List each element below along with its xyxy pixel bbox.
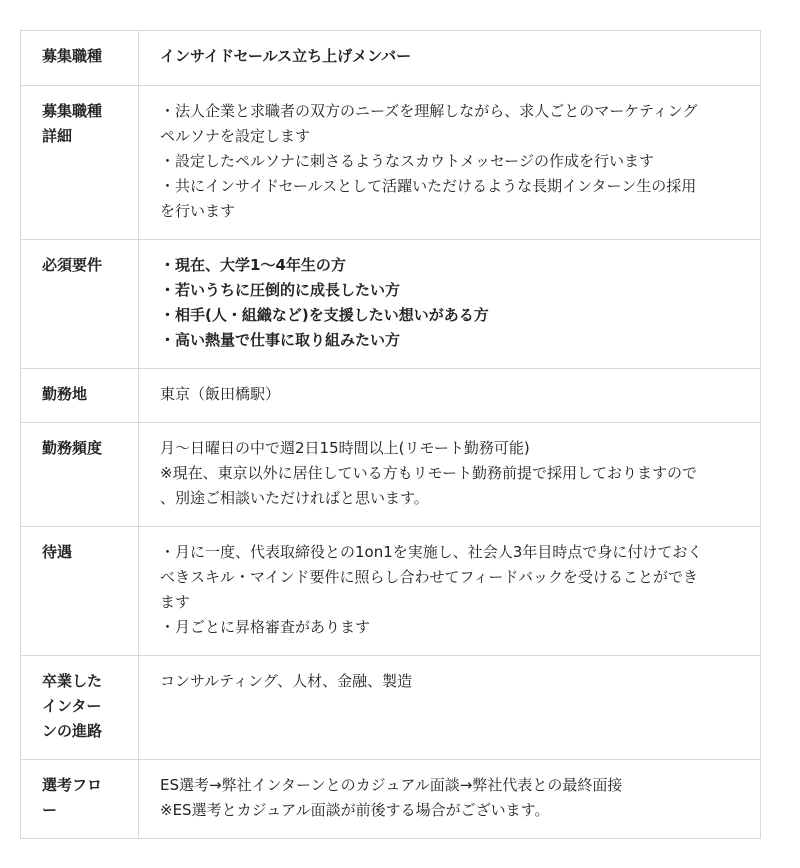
row-label-benefits: 待遇 — [21, 527, 139, 655]
row-label-job-detail: 募集職種 詳細 — [21, 86, 139, 239]
content-line: ます — [160, 593, 191, 611]
row-content-location — [139, 369, 760, 422]
content-line: 月〜日曜日の中で週2日15時間以上(リモート勤務可能) — [160, 439, 530, 457]
table-row-job-detail — [21, 86, 760, 240]
content-line: ・現在、大学1〜4年生の方 — [160, 256, 346, 274]
content-line: コンサルティング、人材、金融、製造 — [160, 672, 413, 690]
row-content-alumni-career — [139, 656, 760, 759]
row-content-job-title — [139, 31, 760, 85]
content-line: ・若いうちに圧倒的に成長したい方 — [160, 281, 401, 299]
content-line: ※ES選考とカジュアル面談が前後する場合がございます。 — [160, 801, 550, 819]
row-label-location: 勤務地 — [21, 369, 139, 422]
row-label-requirements: 必須要件 — [21, 240, 139, 368]
content-line: ・月ごとに昇格審査があります — [160, 618, 371, 636]
table-row-frequency — [21, 423, 760, 527]
content-line: ・設定したペルソナに刺さるようなスカウトメッセージの作成を行います — [160, 152, 654, 170]
table-row-benefits — [21, 527, 760, 656]
row-label-selection-flow: 選考フロ ー — [21, 760, 139, 838]
row-label-job-title: 募集職種 — [21, 31, 139, 85]
row-content-benefits — [139, 527, 760, 655]
content-line: ・相手(人・組織など)を支援したい想いがある方 — [160, 306, 489, 324]
content-line: ペルソナを設定します — [160, 127, 311, 145]
content-line: ・共にインサイドセールスとして活躍いただけるような長期インターン生の採用 — [160, 177, 697, 195]
content-line: ・高い熱量で仕事に取り組みたい方 — [160, 331, 401, 349]
table-row-location — [21, 369, 760, 423]
content-line: ES選考→弊社インターンとのカジュアル面談→弊社代表との最終面接 — [160, 776, 623, 794]
row-content-selection-flow — [139, 760, 760, 838]
job-details-table — [20, 30, 761, 839]
table-row-selection-flow — [21, 760, 760, 839]
table-row-requirements — [21, 240, 760, 369]
content-line: ※現在、東京以外に居住している方もリモート勤務前提で採用しておりますので — [160, 464, 697, 482]
content-line: ・法人企業と求職者の双方のニーズを理解しながら、求人ごとのマーケティング — [160, 102, 698, 120]
row-content-job-detail — [139, 86, 760, 239]
content-line: ・月に一度、代表取締役との1on1を実施し、社会人3年目時点で身に付けておく — [160, 543, 703, 561]
content-line: インサイドセールス立ち上げメンバー — [160, 47, 412, 65]
row-label-frequency: 勤務頻度 — [21, 423, 139, 526]
content-line: 、別途ご相談いただければと思います。 — [160, 489, 429, 507]
row-content-requirements — [139, 240, 760, 368]
content-line: を行います — [160, 202, 236, 220]
table-row-job-title — [21, 31, 760, 86]
content-line: べきスキル・マインド要件に照らし合わせてフィードバックを受けることができ — [160, 568, 699, 586]
row-label-alumni-career: 卒業した インター ンの進路 — [21, 656, 139, 759]
table-row-alumni-career — [21, 656, 760, 760]
row-content-frequency — [139, 423, 760, 526]
content-line: 東京（飯田橋駅） — [160, 385, 281, 403]
